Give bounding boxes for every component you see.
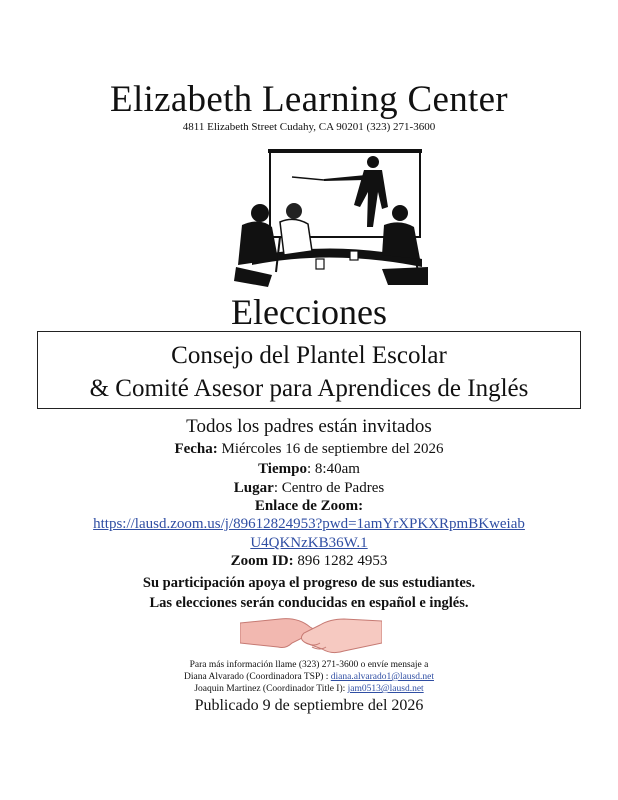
location-value: : Centro de Padres	[273, 480, 385, 496]
zoom-link-label	[0, 498, 618, 515]
section-heading: Elecciones	[231, 292, 387, 332]
email-link-joaquin[interactable]: jam0513@lausd.net	[347, 684, 424, 694]
time-row	[0, 461, 618, 478]
council-line-1: Consejo del Plantel Escolar	[171, 342, 447, 369]
support-line-2: Las elecciones serán conducidas en español e inglés.	[149, 595, 469, 611]
zoom-link-continued[interactable]: U4QKNzKB36W.1	[250, 535, 368, 551]
classroom-presentation-icon	[232, 147, 432, 289]
contact-line-1: Para más información llame (323) 271-3600 o envíe mensaje a	[189, 660, 429, 670]
published-date: Publicado 9 de septiembre del 2026	[194, 697, 424, 714]
contact-joaquin: Joaquin Martinez (Coordinador Title I):	[194, 684, 348, 694]
contact-line-3	[0, 684, 618, 694]
zoom-link-label-text: Enlace de Zoom:	[254, 498, 364, 514]
zoom-id-value: 896 1282 4953	[293, 553, 388, 569]
contact-line-2	[0, 672, 618, 682]
location-row	[0, 480, 618, 497]
time-label: Tiempo	[258, 461, 307, 477]
invitation-text: Todos los padres están invitados	[186, 416, 432, 437]
handshake-icon	[240, 613, 382, 657]
contact-diana: Diana Alvarado (Coordinadora TSP) :	[184, 672, 331, 682]
location-label: Lugar	[233, 480, 274, 496]
page-title: Elizabeth Learning Center	[110, 79, 508, 120]
support-line-1: Su participación apoya el progreso de sus estudiantes.	[142, 575, 476, 591]
date-label: Fecha:	[174, 441, 218, 457]
council-line-2: & Comité Asesor para Aprendices de Inglés	[89, 375, 529, 402]
date-row	[0, 441, 618, 458]
zoom-link[interactable]: https://lausd.zoom.us/j/89612824953?pwd=1amYrXPKXRpmBKweiab	[93, 516, 525, 532]
zoom-id-label: Zoom ID:	[230, 553, 294, 569]
school-address: 4811 Elizabeth Street Cudahy, CA 90201 (323) 271-3600	[182, 121, 436, 133]
time-value: : 8:40am	[306, 461, 360, 477]
zoom-id-row	[0, 553, 618, 570]
date-value: Miércoles 16 de septiembre del 2026	[217, 441, 444, 457]
email-link-diana[interactable]: diana.alvarado1@lausd.net	[330, 672, 434, 682]
